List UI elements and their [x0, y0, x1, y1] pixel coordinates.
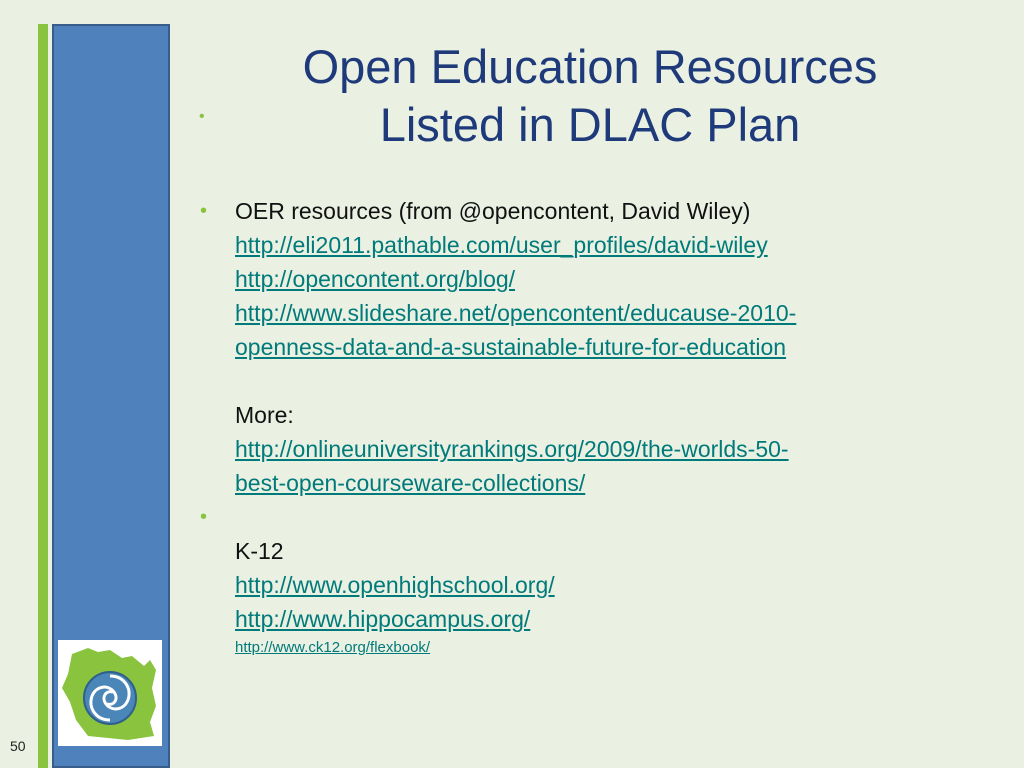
link-rankings-part2[interactable]: best-open-courseware-collections/	[235, 470, 586, 496]
list-item-oer	[200, 194, 970, 500]
title-bullet: •	[199, 108, 205, 125]
accent-bar	[38, 24, 48, 768]
title-line-1: Open Education Resources	[302, 40, 878, 93]
bullet-icon: •	[200, 200, 208, 222]
link-rankings-part1[interactable]: http://onlineuniversityrankings.org/2009/the-worlds-50-	[235, 436, 789, 462]
more-label: More:	[235, 402, 294, 428]
bullet-icon: •	[200, 506, 208, 528]
slide-number: 50	[10, 738, 26, 754]
title-line-2: Listed in DLAC Plan	[379, 98, 801, 151]
oer-heading: OER resources (from @opencontent, David Wiley)	[235, 198, 751, 224]
spacer	[235, 364, 970, 398]
wisconsin-map-spiral-logo-icon	[58, 640, 162, 746]
list-item-k12	[200, 500, 970, 660]
link-ck12-flexbook[interactable]: http://www.ck12.org/flexbook/	[235, 639, 431, 656]
page-title	[200, 38, 980, 154]
logo	[58, 640, 162, 746]
link-openhighschool[interactable]: http://www.openhighschool.org/	[235, 572, 555, 598]
content-body	[200, 194, 970, 660]
link-hippocampus[interactable]: http://www.hippocampus.org/	[235, 606, 531, 632]
spacer	[235, 500, 970, 534]
k12-heading: K-12	[235, 538, 284, 564]
link-opencontent-blog[interactable]: http://opencontent.org/blog/	[235, 266, 516, 292]
link-slideshare-part1[interactable]: http://www.slideshare.net/opencontent/educause-2010-	[235, 300, 797, 326]
link-eli2011[interactable]: http://eli2011.pathable.com/user_profiles/david-wiley	[235, 232, 768, 258]
link-slideshare-part2[interactable]: openness-data-and-a-sustainable-future-for-education	[235, 334, 787, 360]
